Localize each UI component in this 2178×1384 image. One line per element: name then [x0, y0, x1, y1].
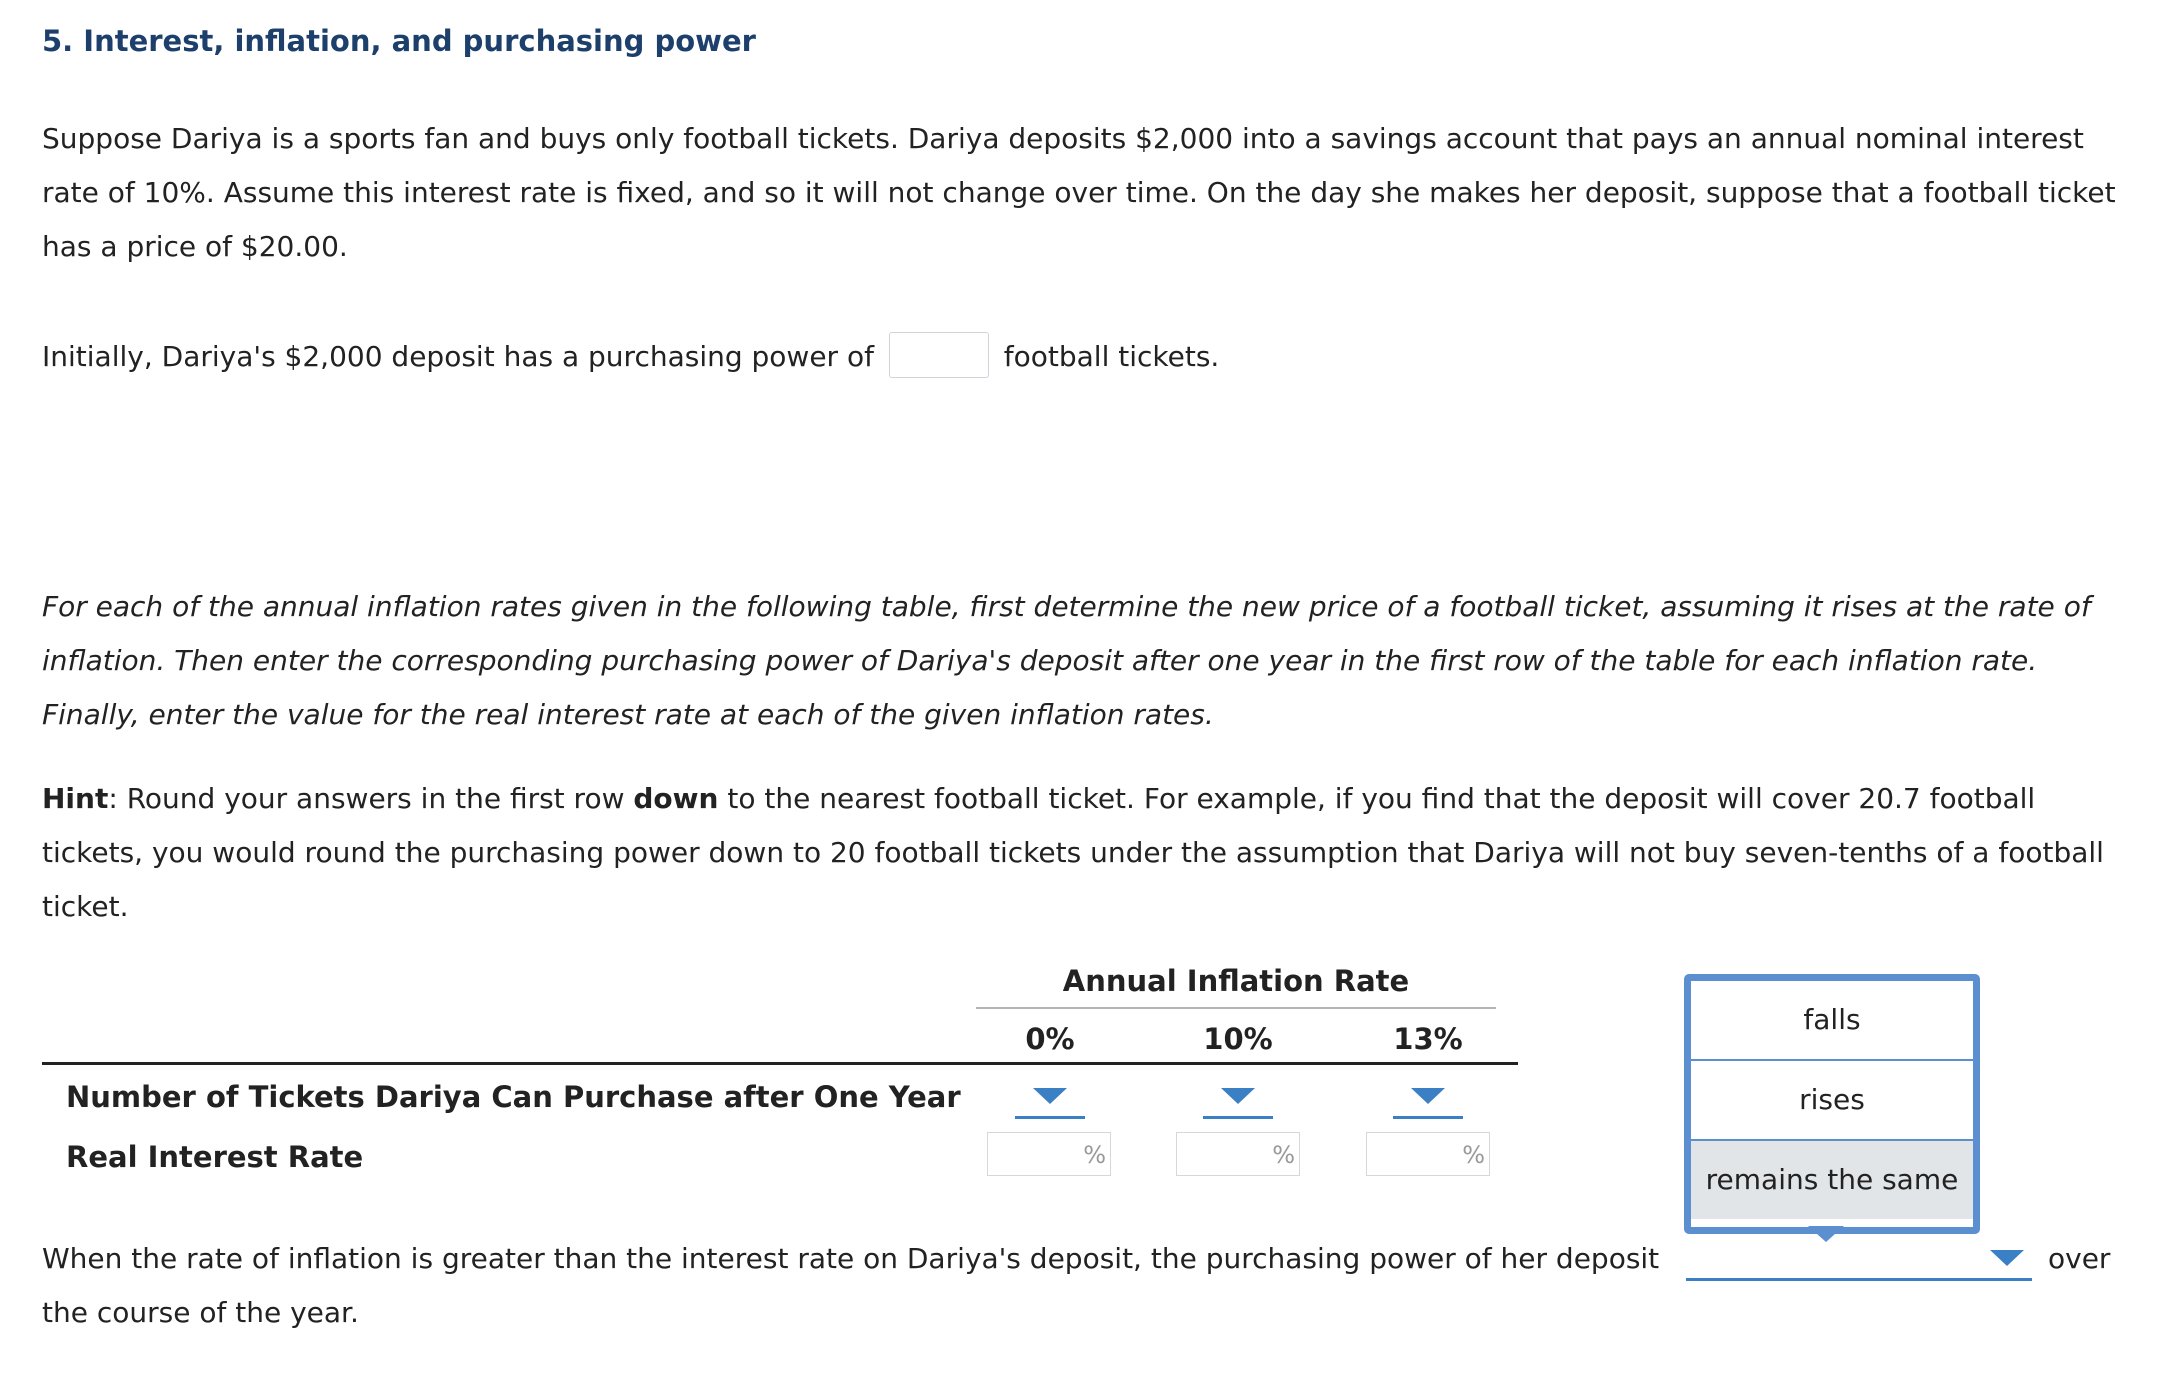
option-remains-the-same[interactable]: remains the same — [1691, 1139, 1973, 1219]
hint-line-2: tickets, you would round the purchasing power down to 20 football tickets under the assumption that Dariya will not buy seven-tenths of a football — [42, 836, 2104, 869]
tickets-dropdown-2[interactable] — [1393, 1082, 1463, 1119]
initial-question-suffix: football tickets. — [1003, 340, 1220, 373]
hint-line-1 — [42, 772, 2152, 826]
real-rate-input-0[interactable] — [987, 1132, 1111, 1176]
percent-unit: % — [1272, 1141, 1295, 1169]
popup-pointer — [1808, 1226, 1844, 1242]
percent-unit: % — [1083, 1141, 1106, 1169]
hint-text-2: to the nearest football ticket. For example, if you find that the deposit will cover 20.7 football — [718, 782, 2036, 815]
intro-line-1: Suppose Dariya is a sports fan and buys only football tickets. Dariya deposits $2,000 into a savings account that pays an annual nominal interest — [42, 122, 2084, 155]
tickets-dropdown-1[interactable] — [1203, 1082, 1273, 1119]
table-group-header: Annual Inflation Rate — [1062, 964, 1410, 998]
intro-paragraph — [42, 112, 2152, 274]
hint-line-3: ticket. — [42, 890, 129, 923]
final-question-line-2: the course of the year. — [42, 1296, 359, 1329]
purchasing-power-change-dropdown[interactable] — [1686, 1246, 2032, 1281]
dropdown-popup — [1684, 974, 1980, 1234]
row-label-real-rate: Real Interest Rate — [66, 1140, 364, 1174]
initial-question — [42, 330, 2152, 384]
chevron-down-icon — [1221, 1088, 1255, 1104]
instructions-line-3: Finally, enter the value for the real interest rate at each of the given inflation rates. — [42, 698, 1214, 731]
intro-line-2: rate of 10%. Assume this interest rate is fixed, and so it will not change over time. On the day she makes her deposit, suppose that a football ticket — [42, 176, 2116, 209]
table-header-divider — [976, 1007, 1496, 1009]
hint-text-1: : Round your answers in the first row — [108, 782, 634, 815]
hint-paragraph — [42, 772, 2152, 934]
column-header-2: 13% — [1393, 1022, 1463, 1056]
chevron-down-icon — [1411, 1088, 1445, 1104]
column-header-1: 10% — [1203, 1022, 1273, 1056]
option-falls[interactable]: falls — [1803, 1003, 1861, 1036]
tickets-dropdown-0[interactable] — [1015, 1082, 1085, 1119]
hint-emphasis: down — [633, 782, 719, 815]
column-header-0: 0% — [1025, 1022, 1075, 1056]
final-question-text: When the rate of inflation is greater than the interest rate on Dariya's deposit, the purchasing power of her deposit — [42, 1242, 1660, 1275]
chevron-down-icon — [1990, 1250, 2024, 1266]
page-title: 5. Interest, inflation, and purchasing power — [42, 24, 756, 58]
chevron-down-icon — [1033, 1088, 1067, 1104]
final-question-suffix: over — [2048, 1242, 2111, 1275]
percent-unit: % — [1462, 1141, 1485, 1169]
instructions-line-2: inflation. Then enter the corresponding purchasing power of Dariya's deposit after one year in the first row of the table for each inflation rate. — [42, 644, 2038, 677]
real-rate-input-2[interactable] — [1366, 1132, 1490, 1176]
option-rises[interactable]: rises — [1691, 1059, 1973, 1139]
instructions-line-1: For each of the annual inflation rates given in the following table, first determine the new price of a football ticket, assuming it rises at the rate of — [42, 590, 2091, 623]
intro-line-3: has a price of $20.00. — [42, 230, 348, 263]
purchasing-power-input[interactable] — [889, 332, 989, 378]
hint-label: Hint — [42, 782, 109, 815]
real-rate-input-1[interactable] — [1176, 1132, 1300, 1176]
row-label-tickets: Number of Tickets Dariya Can Purchase after One Year — [66, 1080, 961, 1114]
initial-question-text: Initially, Dariya's $2,000 deposit has a purchasing power of — [42, 340, 874, 373]
instructions-paragraph — [42, 580, 2152, 742]
table-divider — [42, 1062, 1518, 1065]
